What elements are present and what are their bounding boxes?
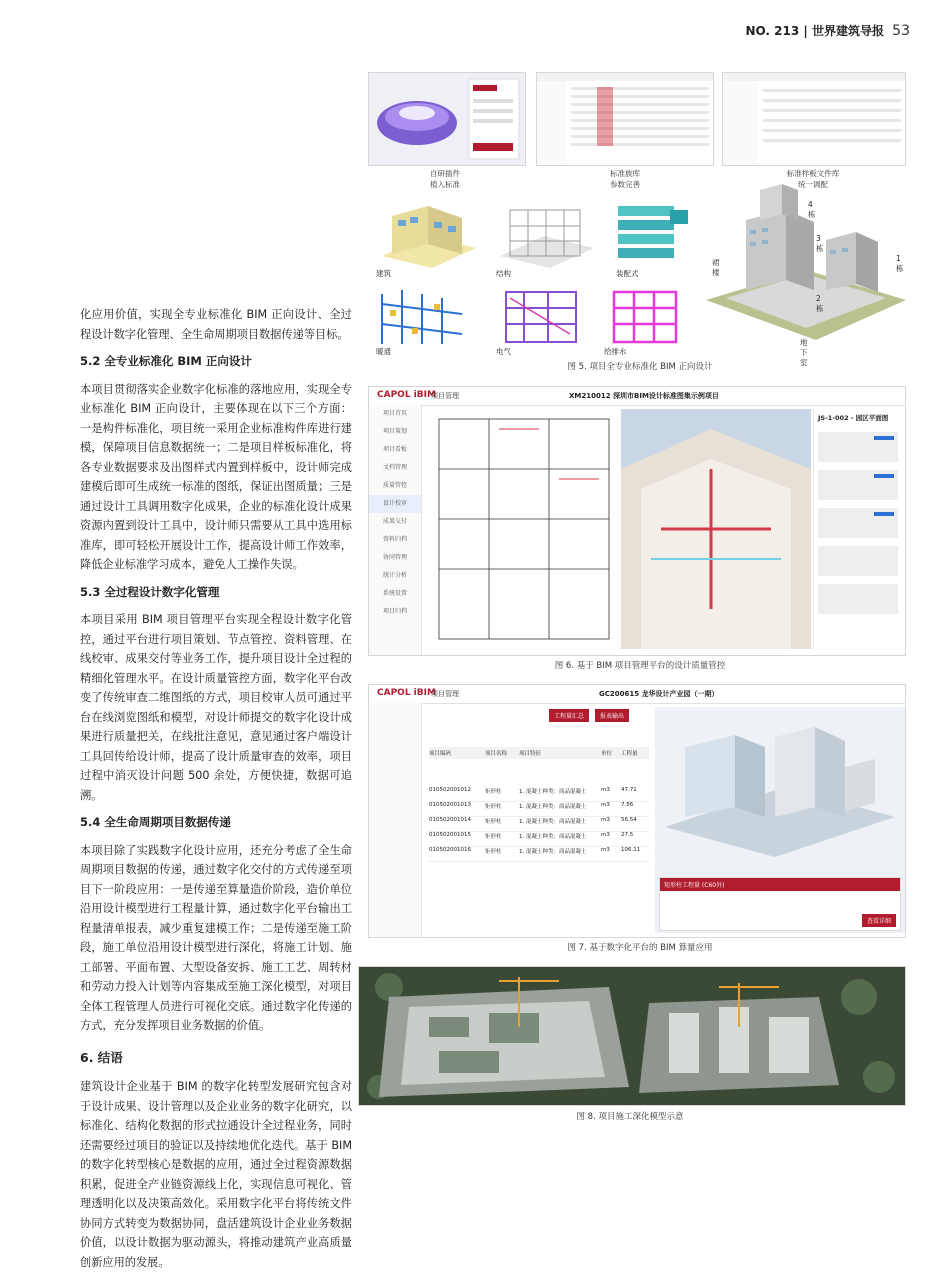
fig6-sidebar xyxy=(369,405,422,655)
fig5-sub-caption-3: 标准样板文件库 统一调配 xyxy=(786,169,840,189)
architecture-model xyxy=(372,196,482,272)
label-basement: 地 下 室 xyxy=(800,338,808,367)
family-table-illustration xyxy=(537,73,713,165)
label-building-4: 4 栋 xyxy=(808,200,816,219)
fig6-model-view xyxy=(621,409,811,649)
popup-detail-button[interactable]: 查看详细 xyxy=(862,914,896,927)
col-name: 项目名称 xyxy=(485,751,508,757)
col-unit: 单位 xyxy=(601,751,613,757)
fig7-caption: 图 7. 基于数字化平台的 BIM 算量应用 xyxy=(567,943,713,953)
section-5-4-title: 5.4 全生命周期项目数据传递 xyxy=(80,815,231,829)
fig7-table-header xyxy=(429,747,649,759)
fig7-model-view xyxy=(655,707,905,933)
fig6-review-panel xyxy=(813,409,906,649)
fig7-logo: CAPOL iBIM xyxy=(377,688,436,698)
fig6-caption: 图 6. 基于 BIM 项目管理平台的设计质量管控 xyxy=(554,661,726,671)
fig6-logo: CAPOL iBIM xyxy=(377,390,436,400)
fig6-drawing-view xyxy=(429,409,619,649)
label-building-2: 2 栋 xyxy=(816,294,824,313)
fig5-caption: 图 5. 项目全专业标准化 BIM 正向设计 xyxy=(567,362,713,372)
fig5-sub-caption-1: 自研插件 植入标准 xyxy=(430,169,460,189)
hvac-model xyxy=(372,284,482,350)
summary-button[interactable]: 工程量汇总 xyxy=(549,709,589,722)
table-row[interactable]: 010502001012 矩形柱 1. 混凝土种类：商品混凝土 m3 47.71 xyxy=(429,787,649,802)
section-5-4-text: 本项目除了实践数字化设计应用，还充分考虑了全生命周期项目数据的传递，通过数字化交付的方式传递至项目下一阶段应用：一是传递至算量造价阶段，造价单位沿用设计模型进行工程量计算，通过数字化平台输出工程量清单报表，减少重复建模工作；二是传递至施工阶段，施工单位沿用设计模型进行深化，将施工计划、施工部署、平面布置、大型设备安拆、施工工艺、周转材和劳动力投入计划等内容集成至施工深化模型，对项目全体工程管理人员进行可视化交底。通过数字化传递的方式，充分发挥项目业务数据的价值。 xyxy=(80,843,352,1032)
plumbing-model xyxy=(600,284,700,350)
section-5-3-text: 本项目采用 BIM 项目管理平台实现全程设计数字化管控，通过平台进行项目策划、节点管控、资料管理、在线校审、成果交付等业务工作，提升项目设计全过程的精细化管理水平。在设计质量管控方面，数字化平台改变了传统审查二维图纸的方式，项目校审人员可通过平台在线浏览图纸和模型，对设计师提交的数字化设计成果进行质量把关，在线批注意见，意见通过客户端设计工具回传给设计师，提高了设计质量审查的效率，项目过程中消灭设计问题 500 余处，方便快捷，数据可追溯。 xyxy=(80,613,352,802)
fig6-menu-item[interactable]: 统计分析 xyxy=(383,572,408,579)
label-architecture: 建筑 xyxy=(376,269,391,278)
journal-name: 世界建筑导报 xyxy=(811,24,884,38)
fig7-quantity-popup xyxy=(659,877,901,931)
structure-model xyxy=(490,196,600,272)
fig6-appbar xyxy=(369,387,905,406)
fig8-caption: 图 8. 项目施工深化模型示意 xyxy=(576,1112,684,1122)
section-5-2-title: 5.2 全专业标准化 BIM 正向设计 xyxy=(80,354,252,368)
label-structure: 结构 xyxy=(496,269,511,278)
building-complex-model xyxy=(706,180,906,350)
fig6-menu-item[interactable]: 质量管控 xyxy=(383,482,408,489)
fig5-sub-caption-2: 标准族库 参数完善 xyxy=(610,169,640,189)
template-table-illustration xyxy=(723,73,905,165)
page-number: 53 xyxy=(892,23,910,39)
label-electrical: 电气 xyxy=(496,347,511,356)
report-button[interactable]: 报表输出 xyxy=(595,709,629,722)
table-row[interactable]: 010502001013 矩形柱 1. 混凝土种类：商品混凝土 m3 7.56 xyxy=(429,802,649,817)
table-row[interactable]: 010502001015 矩形柱 1. 混凝土种类：商品混凝土 m3 27.5 xyxy=(429,832,649,847)
template-library-screenshot xyxy=(722,72,906,166)
fig7-doc-title: GC200615 龙华设计产业园（一期） xyxy=(599,690,719,698)
fig7-sidebar xyxy=(369,703,422,937)
fig6-menu-item[interactable]: 项目归档 xyxy=(383,608,408,615)
electrical-model xyxy=(490,284,600,350)
construction-site-render xyxy=(359,967,905,1105)
plugin-screenshot xyxy=(368,72,526,166)
section-6-text: 建筑设计企业基于 BIM 的数字化转型发展研究包含对于设计成果、设计管理以及企业业务的数字化研究，以标准化、结构化数据的形式拉通设计全过程业务，同时还需要经过项目的验证以及持续地优化迭代。基于 BIM 的数字化转型核心是数据的应用，通过全过程资源数据积累，促进全产业链资源线上化，实现信息可视化、管理透明化以及决策高效化。采用数字化平台将传统文件协同方式转变为数据协同，盘活建筑设计企业业务数据价值，以设计数据为驱动源头，将推动建筑产业高质量创新应用的发展。 xyxy=(80,1080,352,1269)
section-5-3-title: 5.3 全过程设计数字化管理 xyxy=(80,584,220,599)
prefab-model xyxy=(612,196,694,272)
fig6-app-title: 项目管理 xyxy=(431,392,459,400)
label-podium: 裙 楼 xyxy=(712,258,720,277)
label-prefab: 装配式 xyxy=(616,269,639,278)
fig6-menu-item[interactable]: 资料归档 xyxy=(383,536,408,543)
label-plumbing: 给排水 xyxy=(604,347,627,356)
section-6-title: 6. 结语 xyxy=(80,1049,123,1065)
col-quantity: 工程量 xyxy=(621,751,638,757)
fig7-table-body xyxy=(429,787,649,862)
text-column xyxy=(80,305,352,1278)
fig7-appbar xyxy=(369,685,905,704)
plugin-illustration xyxy=(369,73,525,165)
fig6-menu-item[interactable]: 系统设置 xyxy=(383,590,408,597)
running-header: NO. 213 | 世界建筑导报 53 xyxy=(745,23,910,39)
intro-paragraph: 化应用价值，实现全专业标准化 BIM 正向设计、全过程设计数字化管理、全生命周期项目数据传递等目标。 xyxy=(80,308,352,341)
fig6-menu-item[interactable]: 协同管理 xyxy=(383,554,408,561)
fig6-panel-title: JS-1-002 - 园区平面图 xyxy=(818,414,889,422)
table-row[interactable]: 010502001014 矩形柱 1. 混凝土种类：商品混凝土 m3 56.54 xyxy=(429,817,649,832)
fig6-menu-item[interactable]: 文档管理 xyxy=(383,464,408,471)
label-building-3: 3 栋 xyxy=(816,234,824,253)
family-library-screenshot xyxy=(536,72,714,166)
table-row[interactable]: 010502001016 矩形柱 1. 混凝土种类：商品混凝土 m3 106.11 xyxy=(429,847,649,862)
label-hvac: 暖通 xyxy=(376,347,391,356)
fig7-app-title: 项目管理 xyxy=(431,690,459,698)
fig6-menu-item[interactable]: 项目首页 xyxy=(383,410,408,417)
col-feature: 项目特征 xyxy=(519,751,542,757)
figure-7 xyxy=(368,684,906,938)
figure-8 xyxy=(358,966,906,1106)
fig6-menu-item[interactable]: 设计校审 xyxy=(369,495,421,513)
issue-number: NO. 213 xyxy=(745,24,800,38)
popup-title: 矩形柱工程量 (C60外) xyxy=(660,878,900,891)
fig7-table-area xyxy=(429,707,649,933)
figure-6 xyxy=(368,386,906,656)
fig6-doc-title: XM210012 深圳市BIM设计标准图集示例项目 xyxy=(569,392,719,400)
fig6-menu-item[interactable]: 成果交付 xyxy=(383,518,408,525)
col-code: 项目编码 xyxy=(429,751,452,757)
section-5-2-text: 本项目贯彻落实企业数字化标准的落地应用，实现全专业标准化 BIM 正向设计，主要体现在以下三个方面：一是构件标准化，项目统一采用企业标准构件库进行建模，保障项目信息数据统一；二是项目样板标准化，将各专业数据要求及出图样式内置到样板中，设计师完成建模后即可生成统一标准的图纸，保证出图质量；三是通过设计工具调用数字化成果，企业的标准化设计成果资源内置到设计工具中，设计师只需要从工具中选用标准库，即可轻松开展设计工作，提高设计师工作效率，降低企业标准学习成本，避免人工操作失误。 xyxy=(80,382,352,571)
fig6-menu-item[interactable]: 项目看板 xyxy=(383,446,408,453)
fig6-menu-item[interactable]: 项目策划 xyxy=(383,428,408,435)
label-building-1: 1 栋 xyxy=(896,254,904,273)
